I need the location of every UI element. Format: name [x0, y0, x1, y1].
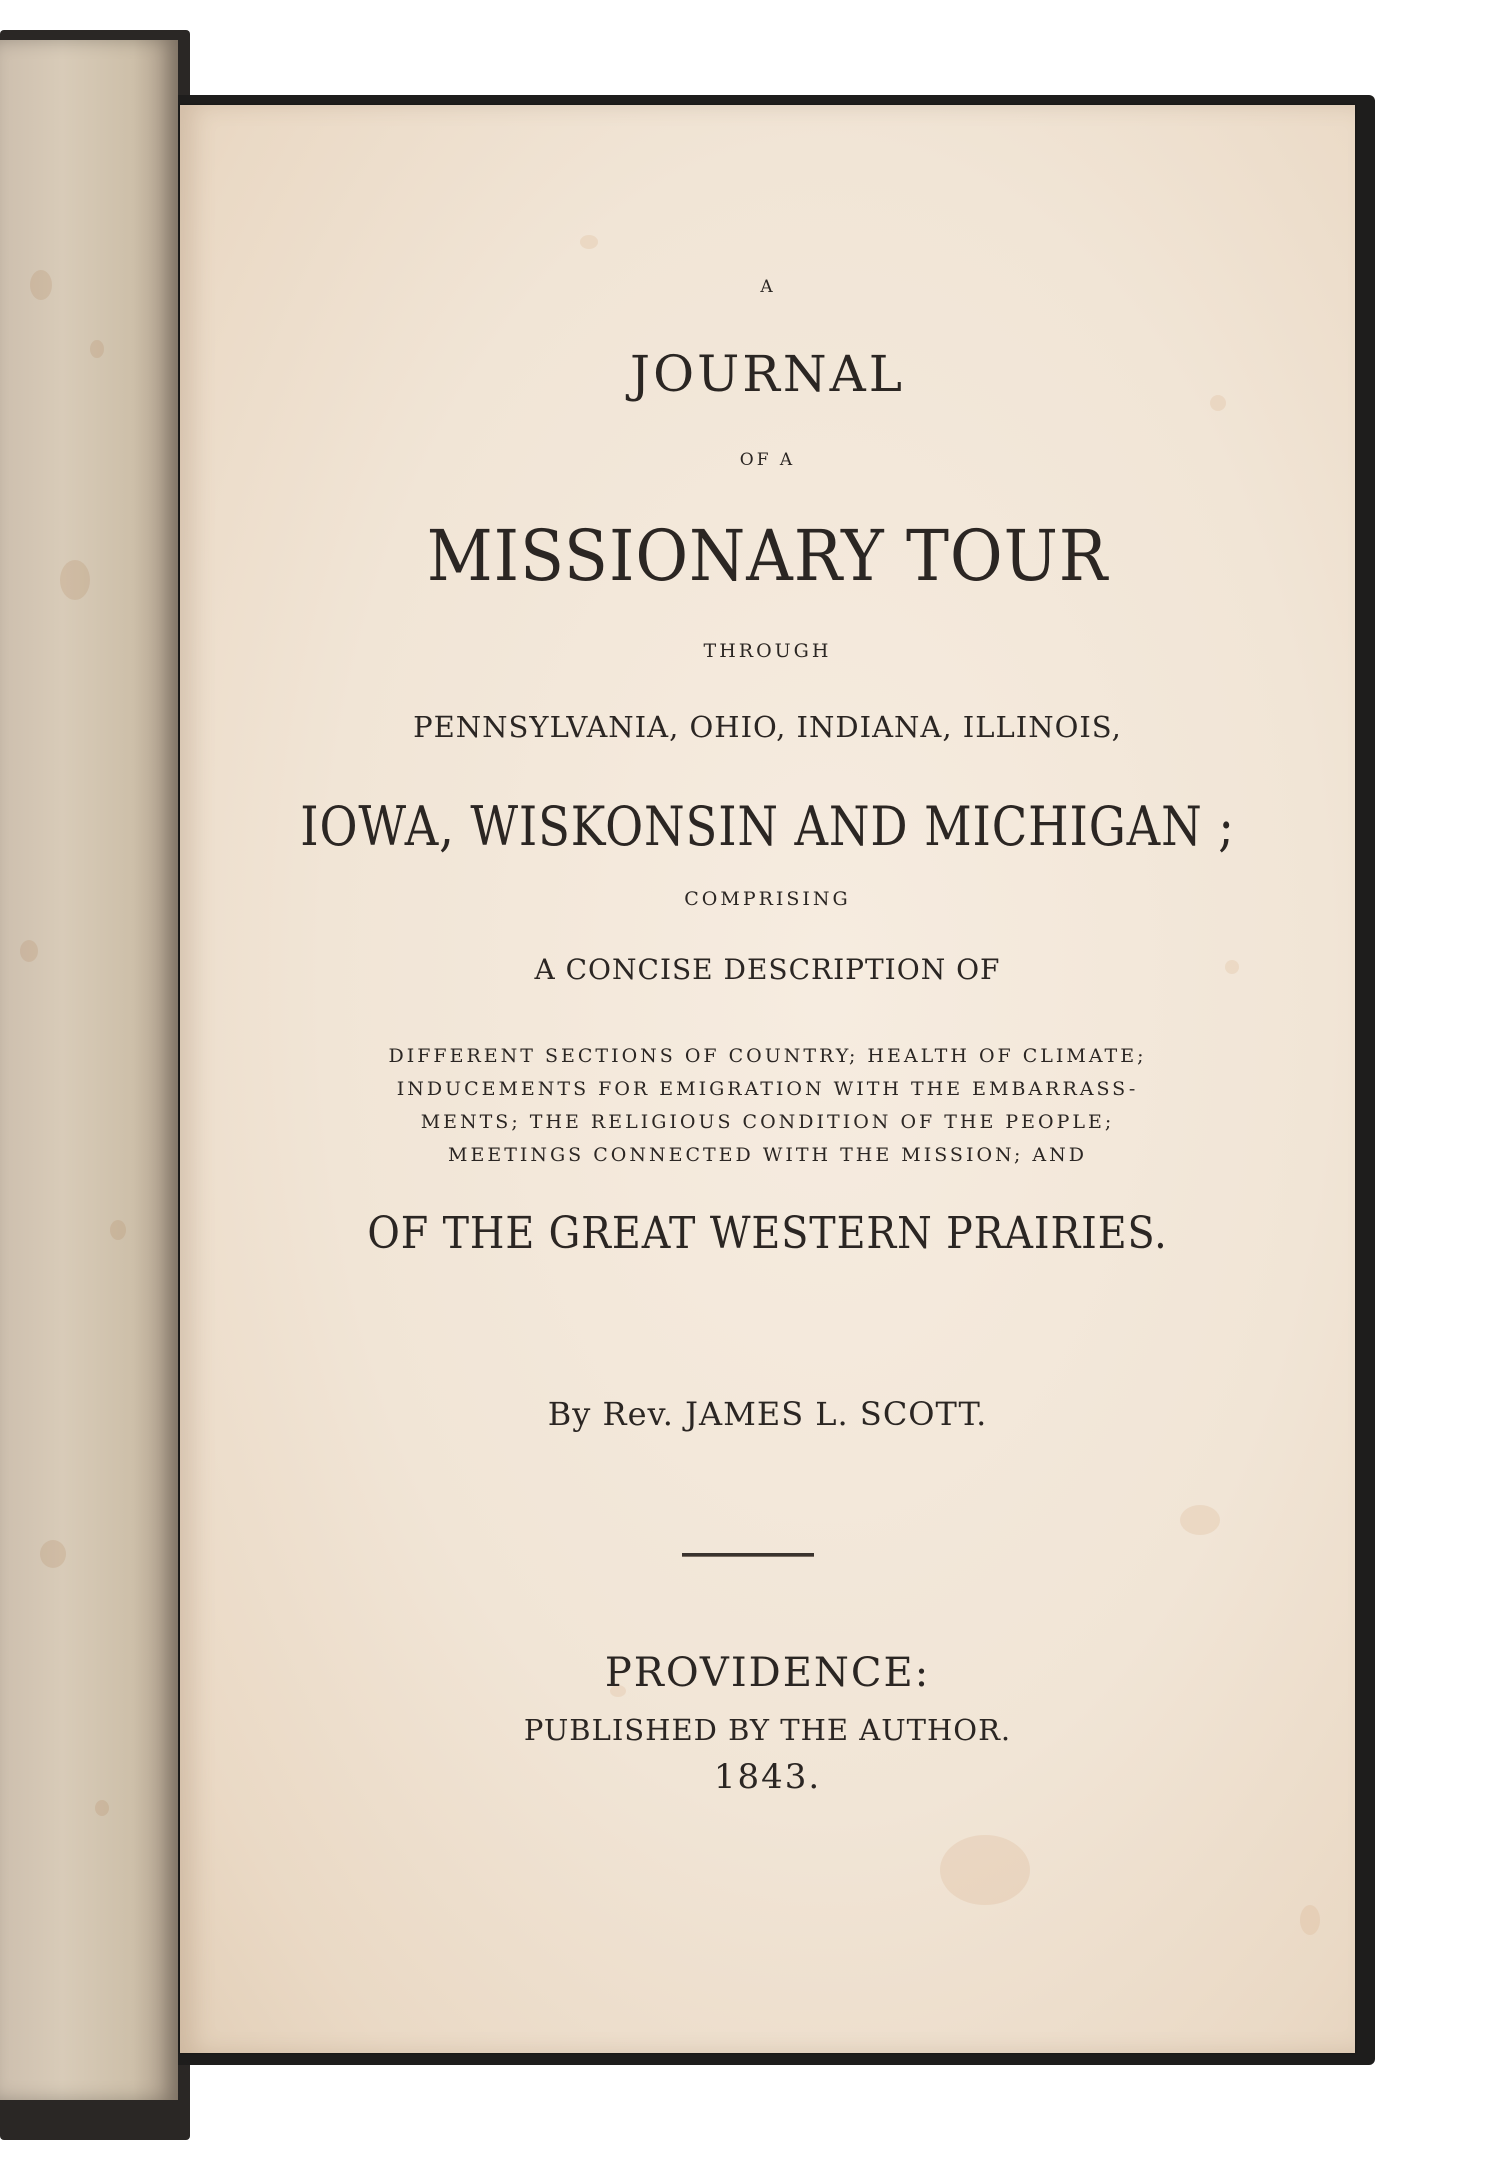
description-line: DIFFERENT SECTIONS OF COUNTRY; HEALTH OF CLIMATE;: [388, 1045, 1147, 1067]
author-byline: By Rev. JAMES L. SCOTT.: [547, 1395, 988, 1433]
title-prairies: OF THE GREAT WESTERN PRAIRIES.: [367, 1208, 1168, 1259]
title-through: THROUGH: [703, 640, 832, 662]
title-concise-description: A CONCISE DESCRIPTION OF: [534, 953, 1001, 986]
title-article: A: [760, 277, 775, 297]
description-line: MENTS; THE RELIGIOUS CONDITION OF THE PEOPLE;: [420, 1111, 1115, 1133]
imprint-year: 1843.: [713, 1757, 822, 1797]
title-comprising: COMPRISING: [684, 888, 851, 910]
title-missionary-tour: MISSIONARY TOUR: [426, 515, 1109, 597]
title-states-line-1: PENNSYLVANIA, OHIO, INDIANA, ILLINOIS,: [413, 710, 1122, 744]
imprint-publisher: PUBLISHED BY THE AUTHOR.: [523, 1713, 1012, 1747]
description-line: MEETINGS CONNECTED WITH THE MISSION; AND: [448, 1144, 1087, 1166]
title-page: [180, 105, 1355, 2053]
title-journal: JOURNAL: [630, 345, 905, 403]
divider-rule: [682, 1553, 814, 1557]
imprint-place: PROVIDENCE:: [604, 1650, 931, 1696]
description-line: INDUCEMENTS FOR EMIGRATION WITH THE EMBARRASS-: [396, 1078, 1139, 1100]
title-states-line-2: IOWA, WISKONSIN AND MICHIGAN ;: [300, 795, 1235, 858]
title-of-a: OF A: [739, 450, 796, 470]
left-endpaper: [0, 40, 178, 2100]
